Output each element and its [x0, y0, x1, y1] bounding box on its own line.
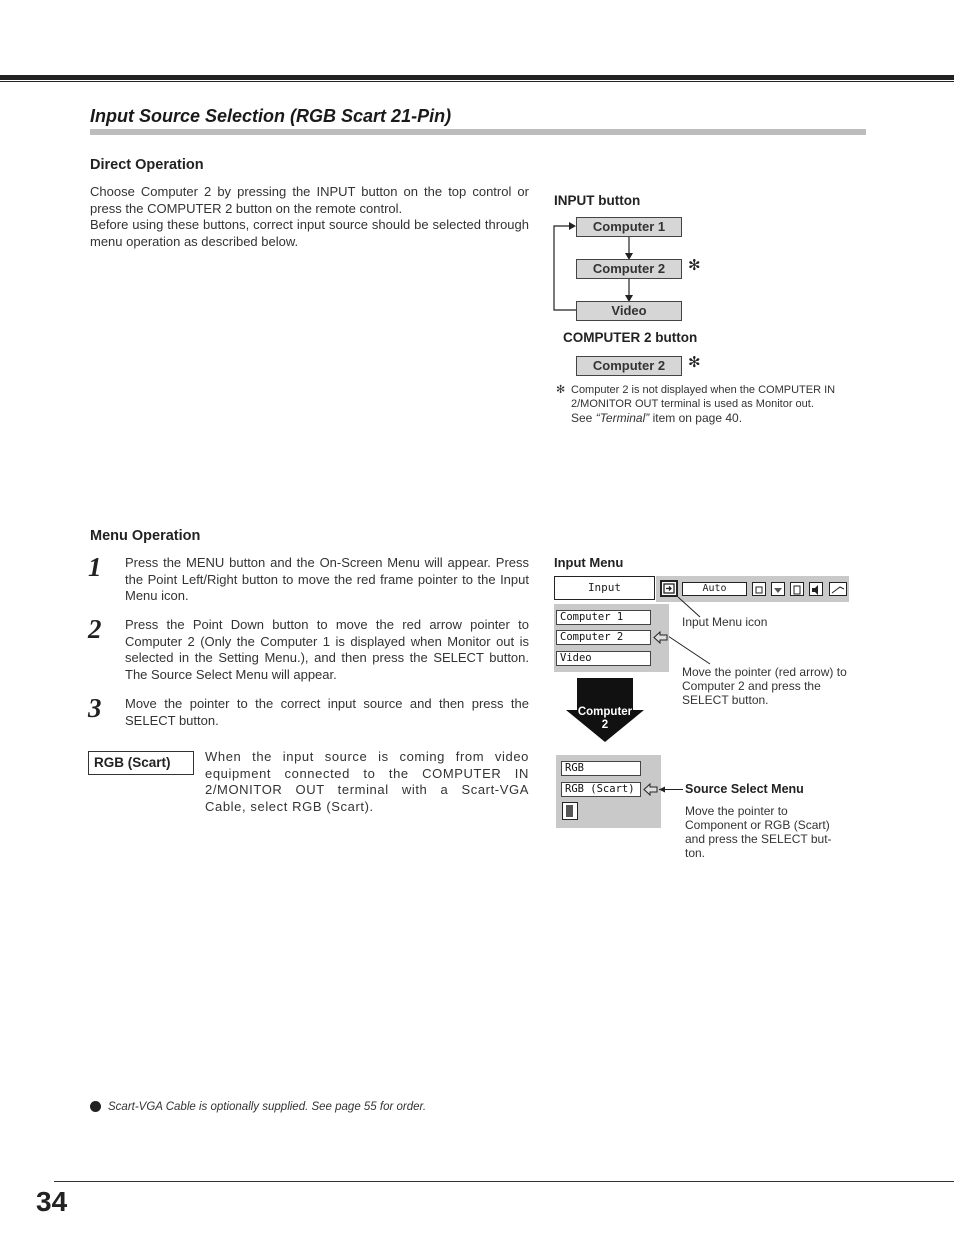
footnote-line-1: Computer 2 is not displayed when the COMPUTER IN — [571, 384, 836, 396]
arrow-label — [566, 706, 644, 732]
direct-operation-heading: Direct Operation — [90, 157, 204, 173]
footnote-terminal-term: “Terminal” — [595, 411, 650, 425]
arrow-label-line-2: 2 — [601, 719, 609, 731]
source-select-heading: Source Select Menu — [685, 782, 804, 796]
input-menu-tab: Input — [554, 576, 655, 600]
footnote-see: See — [571, 411, 593, 425]
arrow-top-band — [577, 678, 633, 692]
step-text-1: Press the MENU button and the On-Screen Menu will appear. Press the Point Left/Right button to move the red frame pointer to the Input Menu icon. — [125, 555, 529, 603]
rgb-scart-text: When the input source is coming from video equipment connected to the COMPUTER IN 2/MONITOR OUT terminal with a Scart-VGA Cable, select RGB (Scart). — [205, 749, 529, 814]
input-menu-heading: Input Menu — [554, 555, 624, 570]
auto-field: Auto — [682, 582, 747, 596]
title-underline-bar — [90, 129, 866, 135]
input-menu-item-computer-1: Computer 1 — [556, 610, 651, 625]
direct-operation-text — [90, 184, 529, 250]
arrow-label-line-1: Computer — [577, 706, 633, 718]
asterisk-mark: ✻ — [688, 354, 701, 371]
source-select-caption: Move the pointer to Component or RGB (Scart) and press the SELECT but-ton. — [685, 804, 832, 860]
pointer-caption: Move the pointer (red arrow) to Computer 2 and press the SELECT button. — [682, 665, 847, 707]
direct-para-2: Before using these buttons, correct input source should be selected through menu operation as described below. — [90, 217, 529, 249]
input-button-heading: INPUT button — [554, 193, 641, 208]
footer-rule — [54, 1181, 954, 1182]
footnote-page-ref: item on page 40. — [652, 411, 743, 425]
menu-operation-heading: Menu Operation — [90, 528, 201, 544]
step-text-2: Press the Point Down button to move the red arrow pointer to Computer 2 (Only the Computer 1 is displayed when Monitor out is selected in the Setting Menu.), and then press the SELECT button. The Source Select Menu will appear. — [125, 617, 529, 682]
page-number: 34 — [36, 1186, 68, 1217]
asterisk-mark: ✻ — [688, 257, 701, 274]
bullet-dot — [90, 1101, 101, 1112]
step-number-1: 1 — [88, 552, 102, 582]
footnote-text — [571, 383, 851, 425]
step-number-3: 3 — [88, 693, 102, 723]
input-menu-item-computer-2: Computer 2 — [556, 630, 651, 645]
input-cycle-video: Video — [576, 301, 682, 321]
computer2-button-box: Computer 2 — [576, 356, 682, 376]
footnote-line-3 — [571, 411, 851, 425]
source-item-rgb-scart: RGB (Scart) — [561, 782, 641, 797]
input-cycle-computer-2: Computer 2 — [576, 259, 682, 279]
pointer-arrow-icon — [643, 783, 683, 796]
footnote-line-2: 2/MONITOR OUT terminal is used as Monitor out. — [571, 398, 814, 410]
source-item-rgb: RGB — [561, 761, 641, 776]
top-rule-thin — [0, 81, 954, 82]
section-title: Input Source Selection (RGB Scart 21-Pin) — [90, 106, 452, 126]
bottom-note: Scart-VGA Cable is optionally supplied. See page 55 for order. — [108, 1101, 427, 1113]
direct-para-1: Choose Computer 2 by pressing the INPUT button on the top control or press the COMPUTER 2 button on the remote control. — [90, 184, 529, 216]
exit-door-icon — [562, 802, 578, 820]
input-menu-item-video: Video — [556, 651, 651, 666]
input-cycle-computer-1: Computer 1 — [576, 217, 682, 237]
input-menu-icon-caption: Input Menu icon — [682, 615, 768, 629]
step-text-3: Move the pointer to the correct input source and then press the SELECT button. — [125, 696, 529, 728]
top-rule — [0, 75, 954, 80]
pointer-arrow-icon — [653, 631, 669, 644]
footnote-mark: ✻ — [556, 384, 566, 396]
step-number-2: 2 — [88, 614, 102, 644]
rgb-scart-label: RGB (Scart) — [88, 751, 194, 775]
setting-icon — [829, 582, 847, 596]
computer2-button-heading: COMPUTER 2 button — [563, 330, 698, 345]
